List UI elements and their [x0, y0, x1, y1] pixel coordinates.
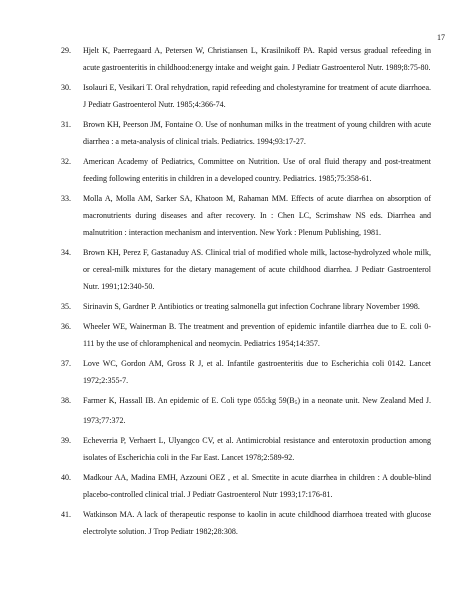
reference-item [61, 42, 431, 76]
reference-item [61, 392, 431, 429]
page-number: 17 [437, 33, 445, 42]
reference-text: Isolauri E, Vesikari T. Oral rehydration, rapid refeeding and cholestyramine for treatment of acute diarrhoea. J Pediatr Gastroenterol Nutr. 1985;4:366-74. [83, 83, 431, 109]
reference-item [61, 355, 431, 389]
reference-number: 36. [61, 322, 71, 331]
reference-text: Hjelt K, Paerregaard A, Petersen W, Christiansen L, Krasilnikoff PA. Rapid versus gradual refeeding in acute gastroenteritis in childhood:energy intake and weight gain. J Pediatr Gastroenterol Nutr. 1989;8:75-80. [83, 46, 431, 72]
reference-item [61, 432, 431, 466]
reference-text: Brown KH, Peerson JM, Fontaine O. Use of nonhuman milks in the treatment of young children with acute diarrhea : a meta-analysis of clinical trials. Pediatrics. 1994;93:17-27. [83, 120, 431, 146]
reference-text: Madkour AA, Madina EMH, Azzouni OEZ , et al. Smectite in acute diarrhea in children : A double-blind placebo-controlled clinical trial. J Pediatr Gastroenterol Nutr 1993;17:176-81. [83, 473, 431, 499]
reference-number: 40. [61, 473, 71, 482]
reference-text-part: ) in a neonate unit. New Zealand Med J. 1973;77:372. [83, 396, 431, 425]
subscript: 5 [294, 400, 298, 406]
reference-item [61, 190, 431, 241]
reference-number: 30. [61, 83, 71, 92]
reference-number: 41. [61, 510, 71, 519]
reference-item [61, 153, 431, 187]
reference-text: Wheeler WE, Wainerman B. The treatment and prevention of epidemic infantile diarrhea due to E. coli 0-111 by the use of chloramphenical and neomycin. Pediatrics 1954;14:357. [83, 322, 431, 348]
reference-item [61, 298, 431, 315]
reference-number: 39. [61, 436, 71, 445]
reference-text: American Academy of Pediatrics, Committee on Nutrition. Use of oral fluid therapy and post-treatment feeding following enteritis in children in a developed country. Pediatrics. 1985;75:358-61. [83, 157, 431, 183]
reference-number: 38. [61, 396, 71, 405]
reference-item [61, 318, 431, 352]
reference-number: 32. [61, 157, 71, 166]
reference-item [61, 506, 431, 540]
reference-text [83, 392, 431, 429]
reference-number: 37. [61, 359, 71, 368]
reference-text: Echeverria P, Verhaert L, Ulyangco CV, et al. Antimicrobial resistance and enterotoxin production among isolates of Escherichia coli in the Far East. Lancet 1978;2:589-92. [83, 436, 431, 462]
reference-text: Brown KH, Perez F, Gastanaduy AS. Clinical trial of modified whole milk, lactose-hydrolyzed whole milk, or cereal-milk mixtures for the dietary management of acute childhood diarrhea. J Pediatr Gastroenterol Nutr. 1991;12:340-50. [83, 248, 431, 291]
reference-number: 34. [61, 248, 71, 257]
reference-item [61, 79, 431, 113]
reference-item [61, 469, 431, 503]
reference-number: 35. [61, 302, 71, 311]
reference-number: 33. [61, 194, 71, 203]
reference-text: Molla A, Molla AM, Sarker SA, Khatoon M, Rahaman MM. Effects of acute diarrhea on absorption of macronutrients during diseases and after recovery. In : Chen LC, Scrimshaw NS eds. Diarrhea and malnutrition : interaction mechanism and intervention. New York : Plenum Publishing, 1981. [83, 194, 431, 237]
reference-text: Watkinson MA. A lack of therapeutic response to kaolin in acute childhood diarrhoea treated with glucose electrolyte solution. J Trop Pediatr 1982;28:308. [83, 510, 431, 536]
reference-text: Sirinavin S, Gardner P. Antibiotics or treating salmonella gut infection Cochrane library November 1998. [83, 302, 420, 311]
reference-text: Love WC, Gordon AM, Gross R J, et al. Infantile gastroenteritis due to Escherichia coli 0142. Lancet 1972;2:355-7. [83, 359, 431, 385]
reference-number: 29. [61, 46, 71, 55]
reference-item [61, 244, 431, 295]
reference-list [61, 42, 431, 543]
reference-number: 31. [61, 120, 71, 129]
reference-item [61, 116, 431, 150]
reference-text-part: Farmer K, Hassall IB. An epidemic of E. Coli type 055:kg 59(B [83, 396, 295, 405]
